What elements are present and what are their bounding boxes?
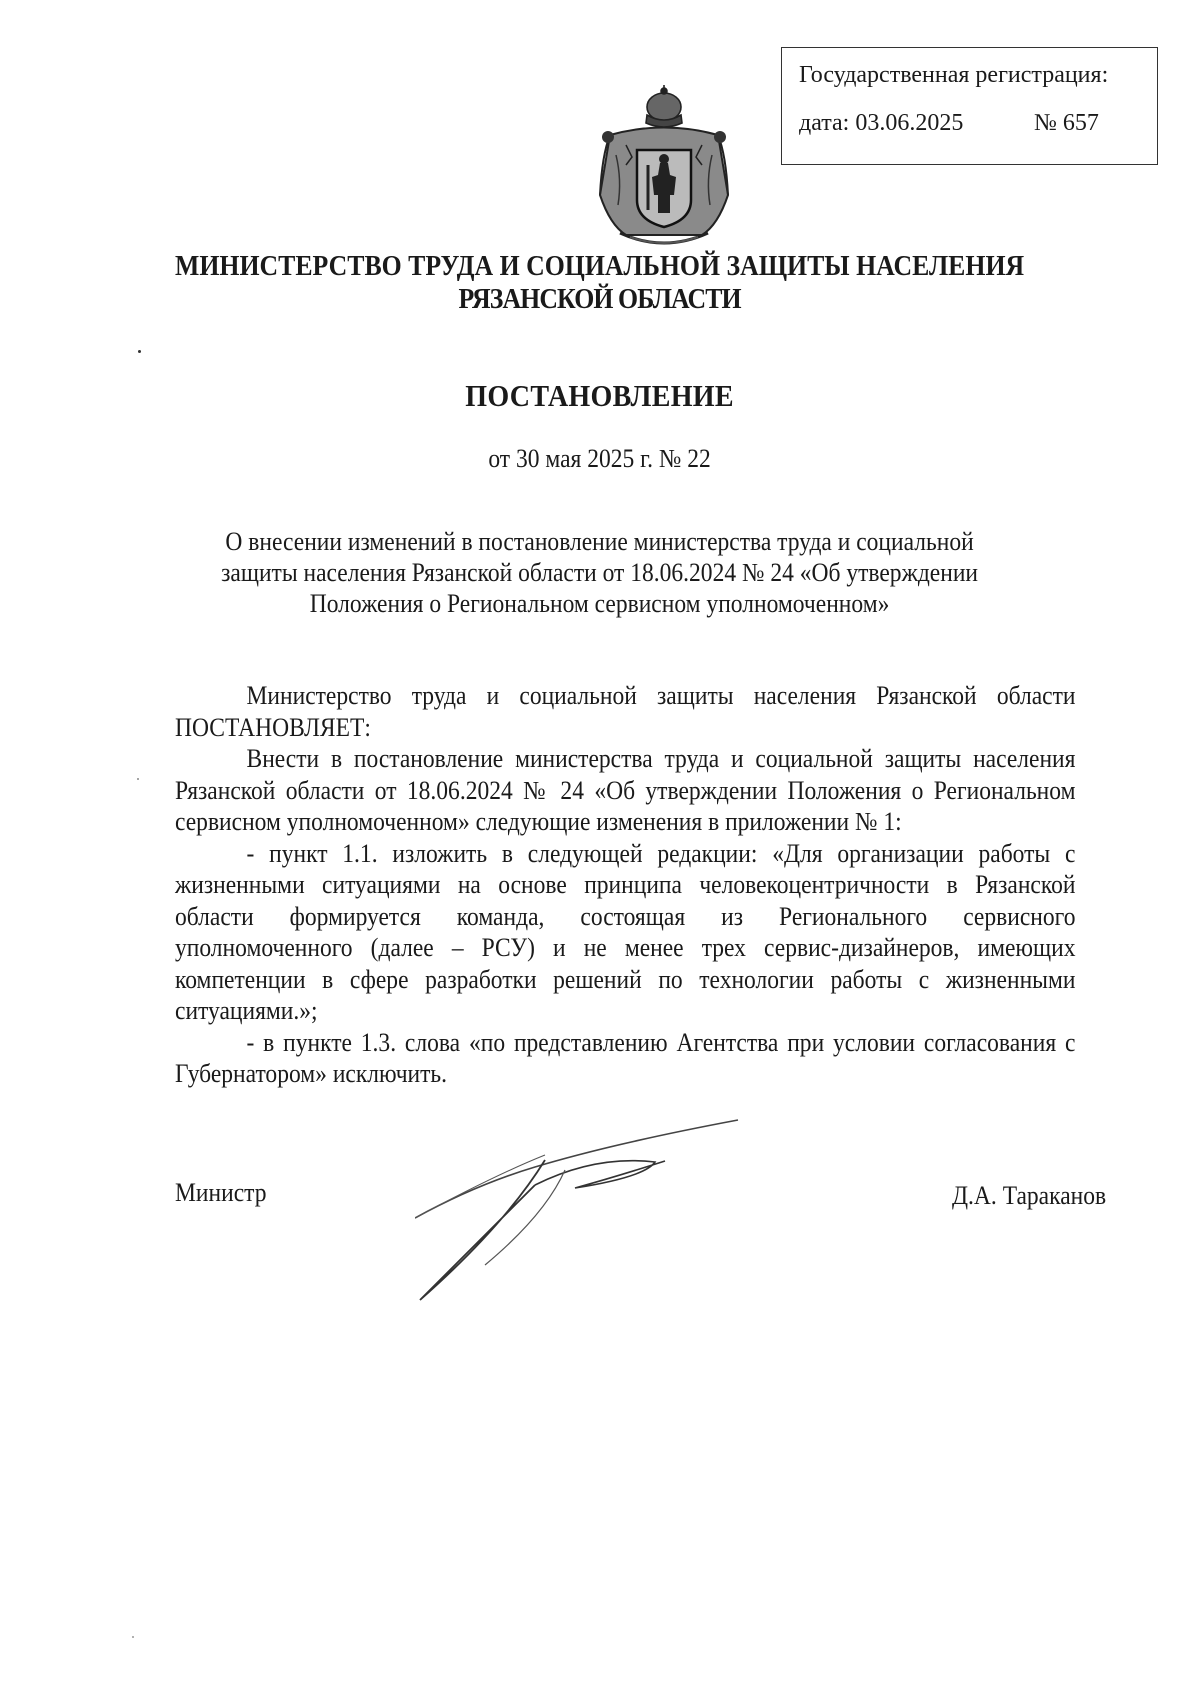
handwritten-signature: [415, 1115, 745, 1315]
body-paragraph-decree: Министерство труда и социальной защиты населения Рязанской области ПОСТАНОВЛЯЕТ:: [175, 681, 1076, 742]
body-paragraph-item-1-1: - пункт 1.1. изложить в следующей редакции: «Для организации работы с жизненными ситуациями на основе принципа человекоцентричности в Рязанской области формируется команда, состоящая из Регионального сервисного уполномоченного (далее – РСУ) и не менее трех сервис-дизайнеров, имеющих компетенции в сфере разработки решений по технологии работы с жизненными ситуациями.»;: [175, 838, 1076, 1025]
body-paragraph-amend: Внести в постановление министерства труда и социальной защиты населения Рязанской области от 18.06.2024 № 24 «Об утверждении Положения о Региональном сервисном уполномоченном» следующие изменения в приложении № 1:: [175, 744, 1076, 836]
ministry-name-line1: МИНИСТЕРСТВО ТРУДА И СОЦИАЛЬНОЙ ЗАЩИТЫ НАСЕЛЕНИЯ: [174, 251, 1025, 282]
document-subject: [0, 526, 1199, 619]
scan-speck: [138, 350, 141, 353]
scan-speck: [137, 778, 139, 780]
ministry-name-line2: РЯЗАНСКОЙ ОБЛАСТИ: [458, 284, 741, 315]
registration-number: № 657: [1034, 110, 1099, 136]
body-paragraph-item-1-3: - в пункте 1.3. слова «по представлению Агентства при условии согласования с Губернатором» исключить.: [175, 1027, 1076, 1088]
scan-speck: [132, 1636, 134, 1638]
coat-of-arms-icon: [590, 85, 738, 250]
document-type: ПОСТАНОВЛЕНИЕ: [465, 378, 734, 413]
registration-stamp: [781, 47, 1158, 165]
subject-line1: О внесении изменений в постановление министерства труда и социальной: [225, 527, 974, 556]
ministry-name: [0, 250, 1199, 316]
document-body: [175, 680, 1075, 1090]
subject-line3: Положения о Региональном сервисном уполномоченном»: [309, 589, 890, 618]
registration-title: Государственная регистрация:: [799, 62, 1109, 88]
signatory-name: Д.А. Тараканов: [952, 1181, 1107, 1210]
registration-date: дата: 03.06.2025: [799, 110, 964, 136]
subject-line2: защиты населения Рязанской области от 18.06.2024 № 24 «Об утверждении: [221, 558, 979, 587]
document-date-number: от 30 мая 2025 г. № 22: [488, 444, 711, 473]
signatory-title: Министр: [175, 1178, 267, 1207]
